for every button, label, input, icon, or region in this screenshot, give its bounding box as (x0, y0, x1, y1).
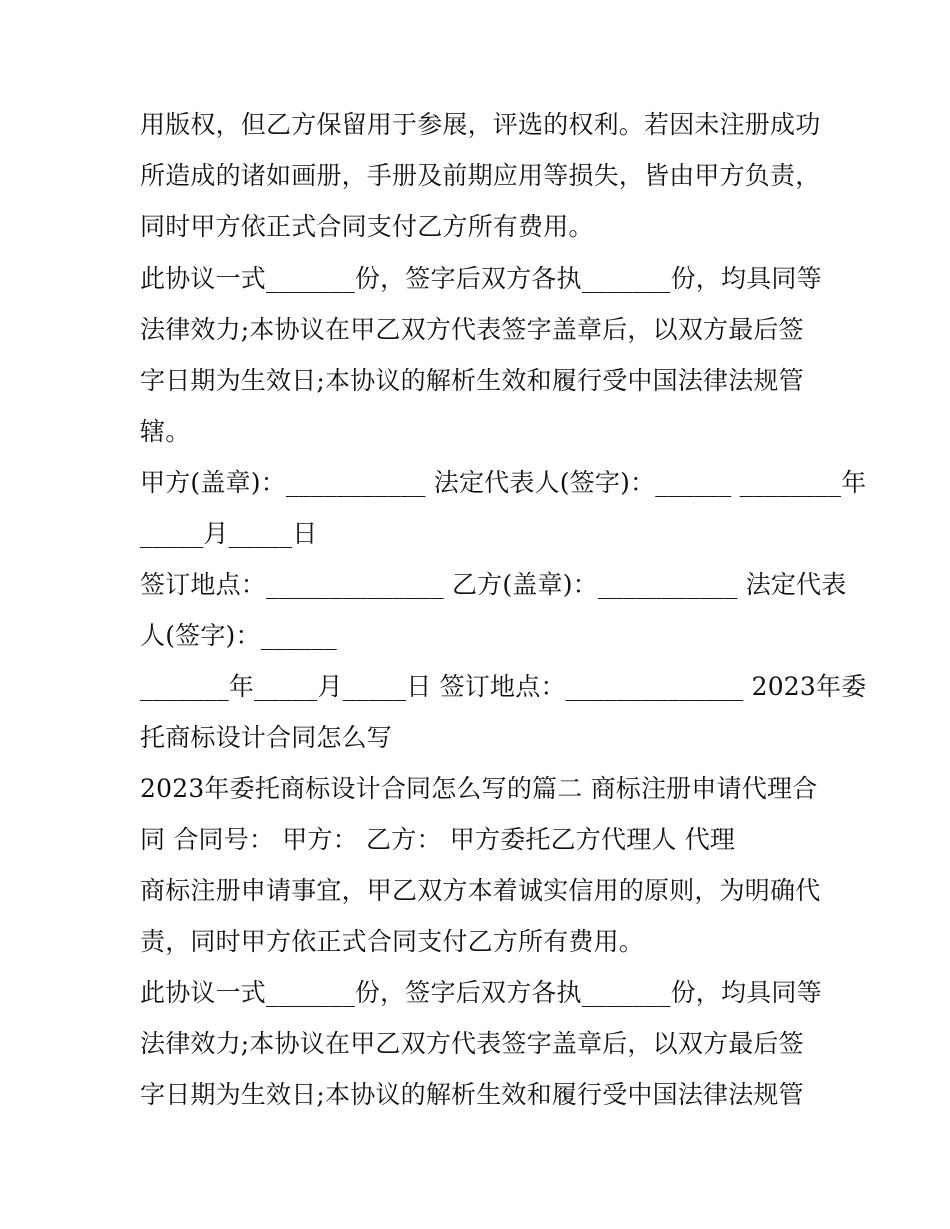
text-line: 同 合同号： 甲方： 乙方： 甲方委托乙方代理人 代理 (140, 825, 736, 854)
text-line: 此协议一式_______份，签字后双方各执_______份，均具同等 (140, 978, 822, 1007)
text-line: 所造成的诸如画册，手册及前期应用等损失，皆由甲方负责， (140, 161, 821, 190)
text-line: _____月_____日 (140, 519, 318, 548)
text-line: 签订地点：______________ 乙方(盖章)：___________ 法定代表 (140, 570, 847, 599)
text-line: 法律效力;本协议在甲乙双方代表签字盖章后，以双方最后签 (140, 1029, 804, 1058)
text-line: 商标注册申请事宜，甲乙双方本着诚实信用的原则，为明确代 (140, 876, 821, 905)
text-line: 责，同时甲方依正式合同支付乙方所有费用。 (140, 927, 645, 956)
text-line: 甲方(盖章)：___________ 法定代表人(签字)：______ ________年 (140, 468, 867, 497)
text-line: 字日期为生效日;本协议的解析生效和履行受中国法律法规管 (140, 1080, 804, 1109)
text-line: 人(签字)：______ (140, 621, 337, 650)
text-line: 此协议一式_______份，签字后双方各执_______份，均具同等 (140, 264, 822, 293)
text-line: 辖。 (140, 417, 191, 446)
text-line: 字日期为生效日;本协议的解析生效和履行受中国法律法规管 (140, 366, 804, 395)
text-line: 用版权，但乙方保留用于参展，评选的权利。若因未注册成功 (140, 110, 821, 139)
text-line: _______年_____月_____日 签订地点：______________ 2023年委 (140, 672, 867, 701)
text-line: 同时甲方依正式合同支付乙方所有费用。 (140, 212, 594, 241)
text-line: 2023年委托商标设计合同怎么写的篇二 商标注册申请代理合 (140, 774, 818, 803)
text-line: 托商标设计合同怎么写 (140, 723, 393, 752)
text-line: 法律效力;本协议在甲乙双方代表签字盖章后，以双方最后签 (140, 315, 804, 344)
